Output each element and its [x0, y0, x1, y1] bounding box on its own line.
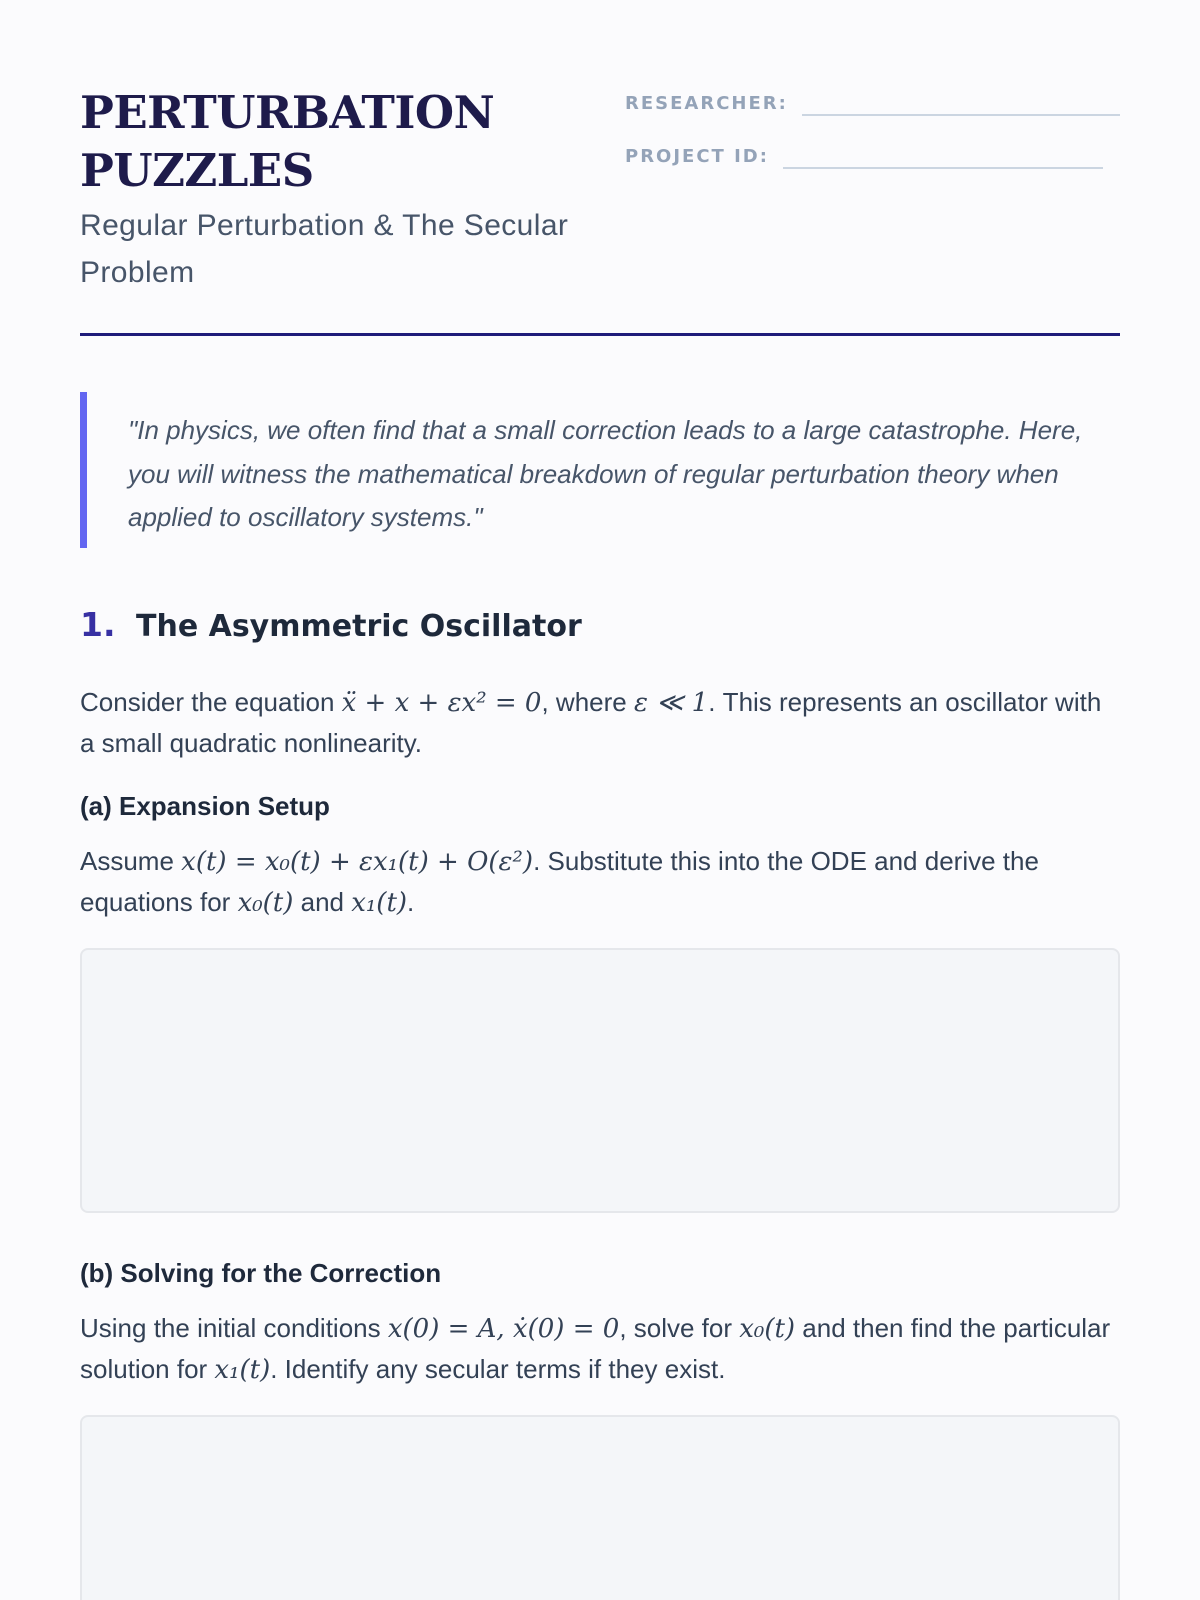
- part-a-x1: x₁(t): [351, 888, 408, 918]
- intro-equation: ẍ + x + εx² = 0: [341, 688, 542, 718]
- part-b-text-3: and then find the particular solution for: [80, 1313, 1111, 1384]
- part-b-heading: (b) Solving for the Correction: [80, 1258, 442, 1288]
- intro-quote: "In physics, we often find that a small correction leads to a large catastrophe. Here, you will witness the mathematical breakdown of regular perturbation theory when applied to oscillatory systems.": [80, 392, 1120, 548]
- section-number: 1.: [80, 605, 116, 644]
- part-a-x0: x₀(t): [237, 888, 294, 918]
- section-title: The Asymmetric Oscillator: [136, 609, 582, 644]
- title-line-1: PERTURBATION: [80, 86, 495, 139]
- title-line-2: PUZZLES: [80, 144, 314, 197]
- researcher-blank-line[interactable]: [802, 88, 1120, 116]
- project-id-field: [625, 141, 1103, 169]
- part-b-x0: x₀(t): [739, 1314, 796, 1344]
- page-subtitle: Regular Perturbation & The Secular Problem: [80, 209, 569, 289]
- part-b-initial-conditions: x(0) = A, ẋ(0) = 0: [387, 1314, 620, 1344]
- section-1-heading: [80, 605, 582, 644]
- intro-text-2: , where: [541, 687, 634, 717]
- part-b-answer-box[interactable]: [80, 1415, 1120, 1600]
- part-b-text-2: , solve for: [619, 1313, 740, 1343]
- part-b-x1: x₁(t): [214, 1355, 271, 1385]
- part-b-text-4: . Identify any secular terms if they exist.: [270, 1354, 726, 1384]
- researcher-field: [625, 88, 1120, 116]
- intro-condition: ε ≪ 1: [633, 688, 709, 718]
- part-a-text-3: and: [293, 887, 352, 917]
- intro-text-3: . This represents an oscillator with a small quadratic nonlinearity.: [80, 687, 1102, 758]
- worksheet-header: [80, 84, 1120, 334]
- researcher-label: RESEARCHER:: [625, 93, 788, 114]
- part-b-prompt: [80, 1308, 1120, 1390]
- part-a-answer-box[interactable]: [80, 948, 1120, 1213]
- header-divider: [80, 333, 1120, 336]
- intro-text-1: Consider the equation: [80, 687, 342, 717]
- part-a-heading: (a) Expansion Setup: [80, 791, 330, 821]
- section-1-intro: [80, 682, 1120, 763]
- project-id-label: PROJECT ID:: [625, 146, 769, 167]
- part-a-expansion: x(t) = x₀(t) + εx₁(t) + O(ε²): [181, 847, 534, 877]
- part-a-prompt: [80, 841, 1120, 923]
- part-a-text-2: . Substitute this into the ODE and derive the equations for: [80, 846, 1039, 917]
- part-b-text-1: Using the initial conditions: [80, 1313, 388, 1343]
- page-title: [80, 84, 640, 200]
- project-id-blank-line[interactable]: [783, 141, 1103, 169]
- part-a-text-4: .: [407, 887, 415, 917]
- part-a-text-1: Assume: [80, 846, 182, 876]
